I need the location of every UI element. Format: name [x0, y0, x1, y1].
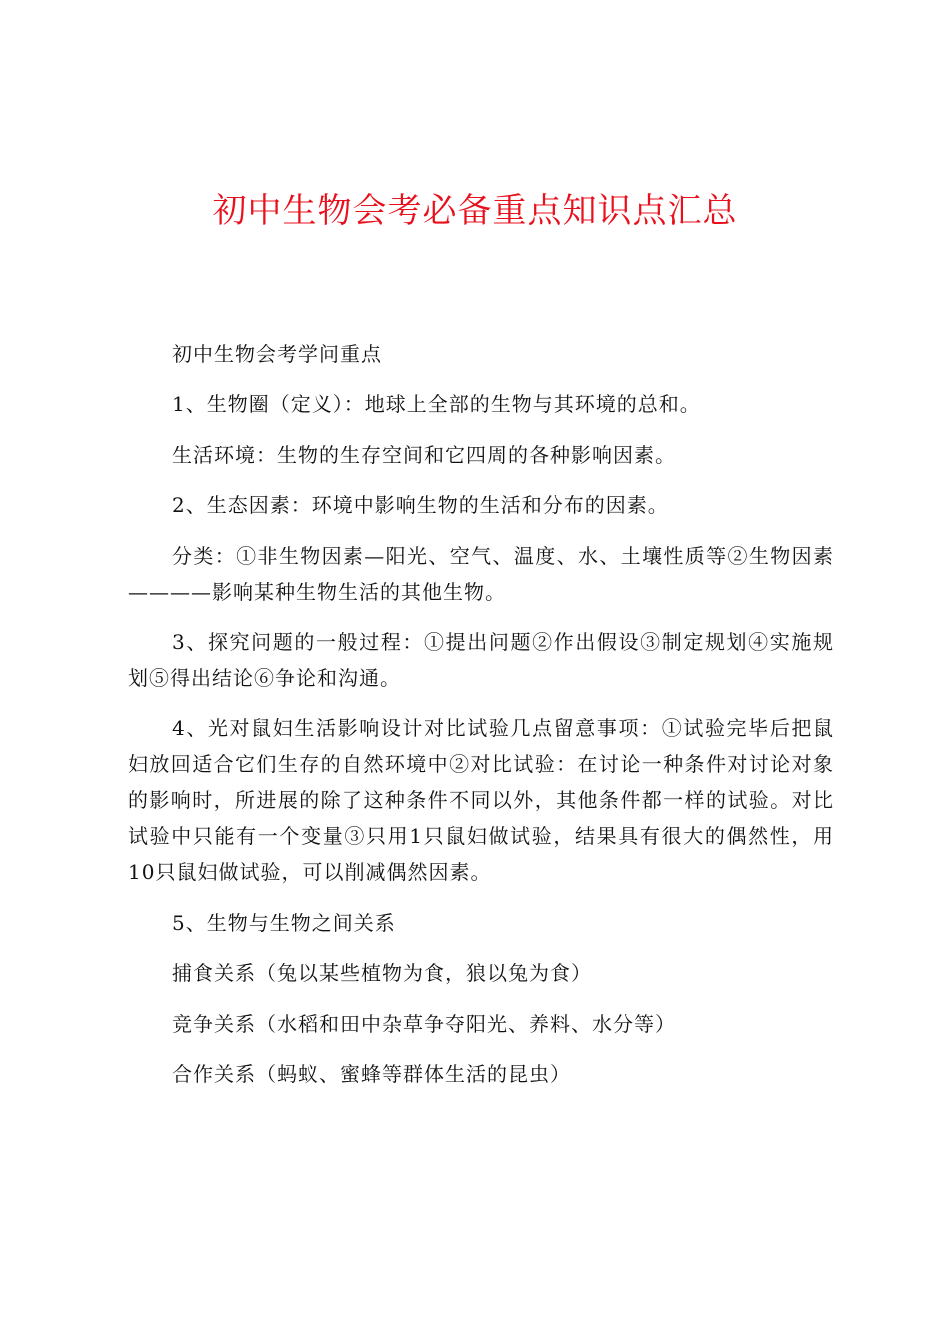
paragraph-competition: 竞争关系（水稻和田中杂草争夺阳光、养料、水分等）: [172, 1011, 676, 1036]
paragraph-cooperation: 合作关系（蚂蚁、蜜蜂等群体生活的昆虫）: [172, 1061, 571, 1086]
paragraph-living-environment: 生活环境：生物的生存空间和它四周的各种影响因素。: [172, 442, 676, 467]
paragraph-predation: 捕食关系（兔以某些植物为食，狼以兔为食）: [172, 961, 592, 986]
paragraph-heading: 初中生物会考学问重点: [172, 342, 382, 366]
paragraph-biosphere: 1、生物圈（定义）：地球上全部的生物与其环境的总和。: [172, 392, 701, 417]
document-body: [128, 336, 834, 1106]
paragraph-relations-heading: 5、生物与生物之间关系: [172, 910, 396, 935]
paragraph-ecological-factors: 2、生态因素：环境中影响生物的生活和分布的因素。: [172, 493, 669, 518]
paragraph-inquiry-process: 3、探究问题的一般过程：①提出问题②作出假设③制定规划④实施规划⑤得出结论⑥争论和沟通。: [128, 629, 834, 690]
paragraph-pillbug-experiment: 4、光对鼠妇生活影响设计对比试验几点留意事项：①试验完毕后把鼠妇放回适合它们生存的自然环境中②对比试验：在讨论一种条件对讨论对象的影响时，所进展的除了这种条件不同以外，其他条件都一样的试验。对比试验中只能有一个变量③只用1只鼠妇做试验，结果具有很大的偶然性，用10只鼠妇做试验，可以削减偶然因素。: [128, 716, 834, 885]
paragraph-classification: 分类：①非生物因素—阳光、空气、温度、水、土壤性质等②生物因素————影响某种生物生活的其他生物。: [128, 543, 834, 604]
document-title: 初中生物会考必备重点知识点汇总: [212, 191, 738, 231]
